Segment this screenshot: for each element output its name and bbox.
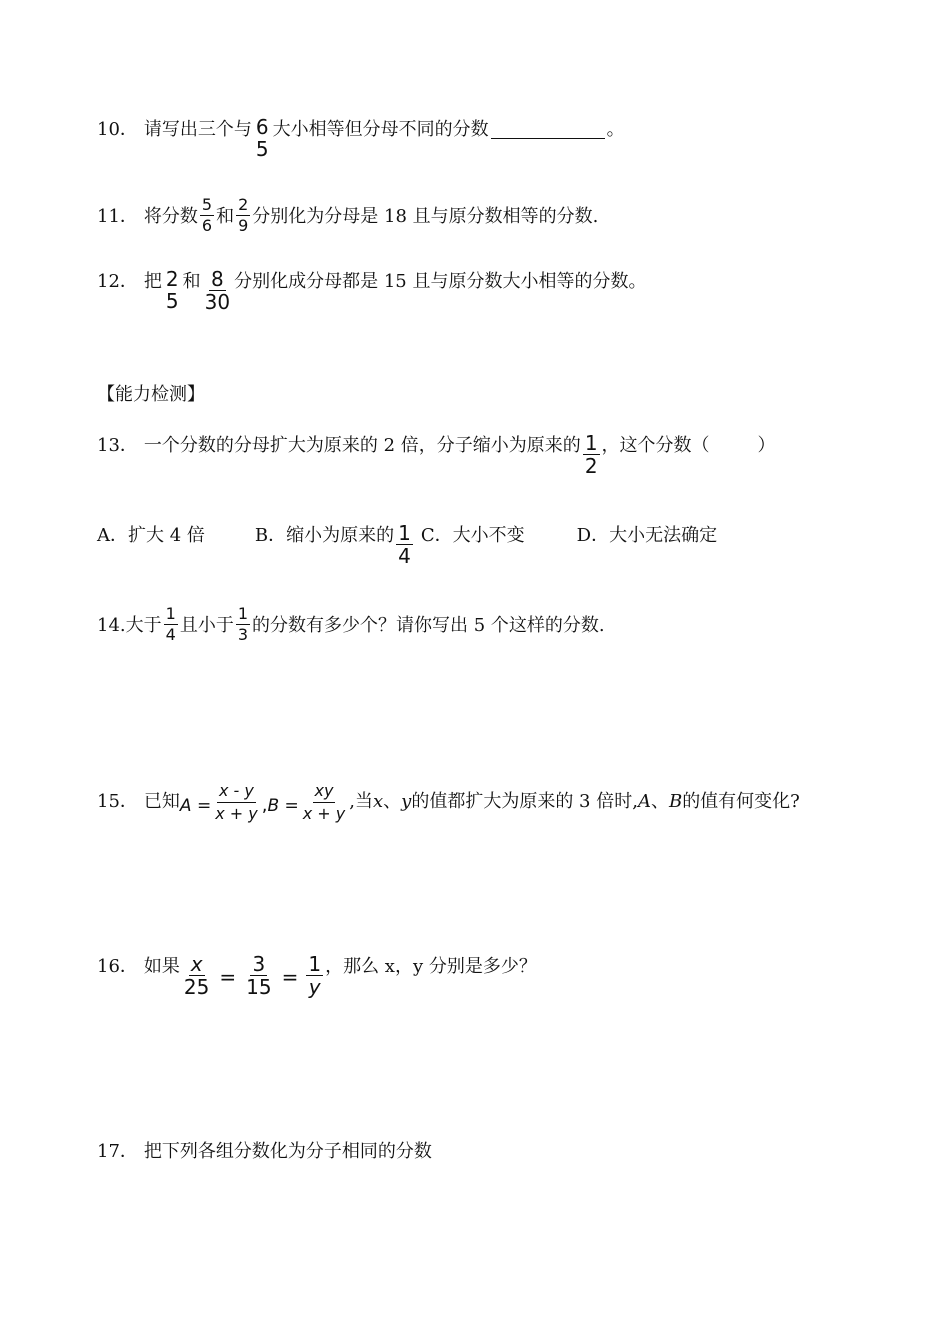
q16-text-post: ，那么 x，y 分别是多少？ [325,956,537,977]
q15-text-pre: 已知 [143,791,180,812]
q12-and: 和 [182,271,201,292]
q14-number: 14. [97,615,126,636]
option-a[interactable]: A．扩大 4 倍 [97,525,205,546]
question-13 [97,431,776,479]
q15-b-label: B = [267,796,299,816]
q15-var-A: A [637,791,651,812]
q16-text-pre: 如果 [143,956,180,977]
q13-close: ） [757,435,776,456]
q16-number: 16． [97,956,138,977]
q11-and: 和 [216,206,235,227]
option-b-text: B．缩小为原来的 [254,525,395,546]
q15-b-fraction: $\frac{xy}{x + y}$ [302,781,346,823]
q11-number: 11． [97,206,138,227]
question-14 [97,604,605,655]
q16-fraction-3: $\frac{1}{y}$ [308,952,322,999]
q16-equals-1: = [219,965,237,989]
q14-text-mid: 且小于 [179,615,234,636]
question-11 [97,195,599,246]
q15-a-label: A = [179,796,212,816]
q17-number: 17． [97,1141,138,1162]
option-c[interactable]: C．大小不变 [420,525,525,546]
section-heading [97,383,205,407]
q16-fraction-1: $\frac{x}{25}$ [183,952,210,999]
q15-text-3: 的值有何变化? [682,791,800,812]
q11-fraction-1: $\frac{5}{6}$ [201,195,213,235]
q15-text-1: ,当 [349,791,373,812]
q10-fraction: 6 5 [255,115,269,161]
q13-fraction: $\frac{1}{2}$ [584,431,598,478]
q11-fraction-2: $\frac{2}{9}$ [238,195,249,235]
q11-text-pre: 将分数 [143,206,198,227]
q14-text-post: 的分数有多少个？请你写出 5 个这样的分数. [252,615,605,636]
q15-number: 15． [97,791,138,812]
q14-fraction-1: $\frac{1}{4}$ [165,604,176,644]
answer-blank[interactable] [491,118,605,139]
q14-text-pre: 大于 [125,615,162,636]
q12-number: 12． [97,271,138,292]
q13-text-post: ，这个分数（ [601,435,710,456]
q15-comma: , [261,795,268,816]
section-title: 【能力检测】 [97,384,205,405]
question-16 [97,952,537,1000]
q15-var-y: y [401,791,412,812]
q16-fraction-2: $\frac{3}{15}$ [246,952,272,999]
q12-fraction-2: $\frac{8}{30}$ [204,267,231,314]
question-12 [97,267,647,315]
question-17 [97,1140,432,1164]
question-15 [97,781,800,835]
option-d[interactable]: D．大小无法确定 [576,525,718,546]
option-b-fraction: $\frac{1}{4}$ [398,521,411,568]
q13-text-pre: 一个分数的分母扩大为原来的 2 倍，分子缩小为原来的 [143,435,581,456]
q15-var-B: B [668,791,683,812]
q10-text-pre: 请写出三个与 [143,119,252,140]
q10-end: 。 [606,119,625,140]
q12-text-pre: 把 [143,271,162,292]
q16-equals-2: = [281,965,299,989]
q12-fraction-1: 2 5 [165,267,179,313]
q15-a-fraction: $\frac{x - y}{x + y}$ [215,781,258,823]
q11-text-post: 分别化为分母是 18 且与原分数相等的分数. [252,206,599,227]
q12-text-post: 分别化成分母都是 15 且与原分数大小相等的分数。 [234,271,647,292]
q15-sep: 、 [383,791,402,812]
q14-fraction-2: $\frac{1}{3}$ [237,604,249,644]
q10-text-post: 大小相等但分母不同的分数 [272,119,489,140]
q13-number: 13． [97,435,138,456]
question-10 [97,115,625,162]
q17-text: 把下列各组分数化为分子相同的分数 [143,1141,432,1162]
q10-number: 10． [97,119,138,140]
q15-text-2: 的值都扩大为原来的 3 倍时, [411,791,638,812]
option-b[interactable] [254,521,415,569]
q13-options [97,521,718,569]
q15-sep2: 、 [650,791,669,812]
q15-var-x: x [373,791,384,812]
